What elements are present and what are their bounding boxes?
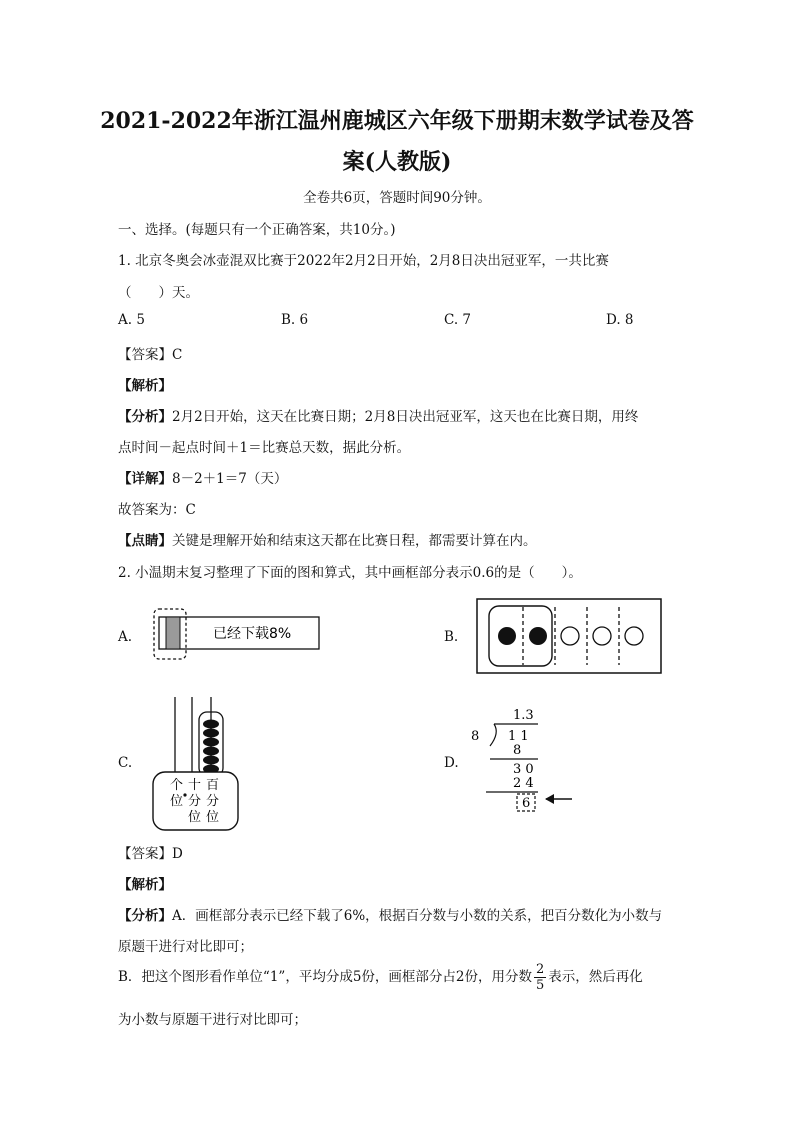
bead <box>203 729 219 738</box>
arrow-head-icon <box>545 794 554 804</box>
q2-analysis-label: 【解析】 <box>118 877 172 893</box>
dividend: 1 1 <box>508 729 529 744</box>
fenxi-label: 【分析】 <box>118 409 172 425</box>
q1-option-d: D. 8 <box>606 312 634 328</box>
decimal-point <box>183 793 186 796</box>
download-text: 已经下载8% <box>213 626 292 642</box>
q2-figure-a <box>150 606 325 662</box>
fraction <box>534 962 546 993</box>
place-label: 百 <box>206 778 220 793</box>
fenxi-b-text: B．把这个图形看作单位“1”，平均分成5份，画框部分占2份，用分数 <box>118 969 532 985</box>
q2-stem: 2. 小温期末复习整理了下面的图和算式，其中画框部分表示0.6的是（ ）。 <box>118 565 582 581</box>
q1-answer: 【答案】C <box>118 347 183 363</box>
fraction-denominator: 5 <box>536 978 545 993</box>
q2-figure-c <box>150 694 245 834</box>
place-label: 位 <box>188 810 202 825</box>
q2-fenxi-b-line-1 <box>118 962 643 993</box>
fenxi-label: 【分析】 <box>118 908 172 924</box>
q1-stem-line-1: 1. 北京冬奥会冰壶混双比赛于2022年2月2日开始，2月8日决出冠亚军，一共比赛 <box>118 253 609 269</box>
remainder-1: 3 0 <box>513 762 534 777</box>
q2-answer: 【答案】D <box>118 846 183 862</box>
subtrahend-2: 2 4 <box>513 776 534 791</box>
bead <box>203 756 219 765</box>
title-line-2: 案(人教版) <box>342 149 452 175</box>
q2-option-c-label: C. <box>118 755 133 771</box>
fenxi-text: 2月2日开始，这天在比赛日期；2月8日决出冠亚军，这天也在比赛日期，用终 <box>172 409 639 425</box>
q2-figure-b <box>475 597 665 677</box>
q1-fenxi-line-1 <box>118 405 638 425</box>
q2-option-d-label: D. <box>444 755 459 771</box>
q1-conclusion: 故答案为：C <box>118 502 196 518</box>
q2-figure-d <box>466 703 586 815</box>
empty-circle <box>625 627 643 645</box>
divisor: 8 <box>471 729 480 744</box>
q2-option-b-label: B. <box>444 629 459 645</box>
place-label: 个 <box>170 778 184 793</box>
section-heading: 一、选择。(每题只有一个正确答案，共10分。) <box>118 222 396 238</box>
xiangjie-text: 8－2＋1＝7（天） <box>172 471 288 487</box>
subtitle: 全卷共6页，答题时间90分钟。 <box>303 190 491 206</box>
place-label: 分 <box>188 794 202 809</box>
dianjing-label: 【点睛】 <box>118 533 172 549</box>
download-progress-fill <box>166 617 180 649</box>
empty-circle <box>561 627 579 645</box>
subtrahend-1: 8 <box>513 743 522 758</box>
q1-xiangjie <box>118 467 287 487</box>
bead <box>203 747 219 756</box>
q1-option-a: A. 5 <box>118 312 145 328</box>
quotient: 1.3 <box>513 708 534 723</box>
q2-option-a-label: A. <box>118 629 133 645</box>
q1-option-b: B. 6 <box>281 312 309 328</box>
q1-option-c: C. 7 <box>444 312 472 328</box>
q2-fenxi-a-line-1 <box>118 904 662 924</box>
q1-analysis-label: 【解析】 <box>118 378 172 394</box>
fenxi-b-text-end: 表示，然后再化 <box>548 969 643 985</box>
xiangjie-label: 【详解】 <box>118 471 172 487</box>
filled-circle <box>529 627 547 645</box>
q2-fenxi-a-line-2: 原题干进行对比即可； <box>118 939 253 955</box>
fraction-numerator: 2 <box>536 962 545 977</box>
place-label: 位 <box>170 794 184 809</box>
fenxi-text: A．画框部分表示已经下载了6%，根据百分数与小数的关系，把百分数化为小数与 <box>172 908 663 924</box>
bead <box>203 720 219 729</box>
bead <box>203 738 219 747</box>
place-label: 位 <box>206 810 220 825</box>
remainder-2: 6 <box>522 796 531 811</box>
dianjing-text: 关键是理解开始和结束这天都在比赛日程，都需要计算在内。 <box>172 533 537 549</box>
q2-fenxi-b-line-2: 为小数与原题干进行对比即可； <box>118 1012 307 1028</box>
filled-circle <box>498 627 516 645</box>
empty-circle <box>593 627 611 645</box>
q1-fenxi-line-2: 点时间－起点时间＋1＝比赛总天数，据此分析。 <box>118 440 411 456</box>
title-line-1: 2021-2022年浙江温州鹿城区六年级下册期末数学试卷及答 <box>100 108 694 134</box>
place-label: 分 <box>206 794 220 809</box>
q1-dianjing <box>118 529 537 549</box>
place-label: 十 <box>188 778 202 793</box>
q1-stem-line-2: （ ）天。 <box>118 285 199 301</box>
